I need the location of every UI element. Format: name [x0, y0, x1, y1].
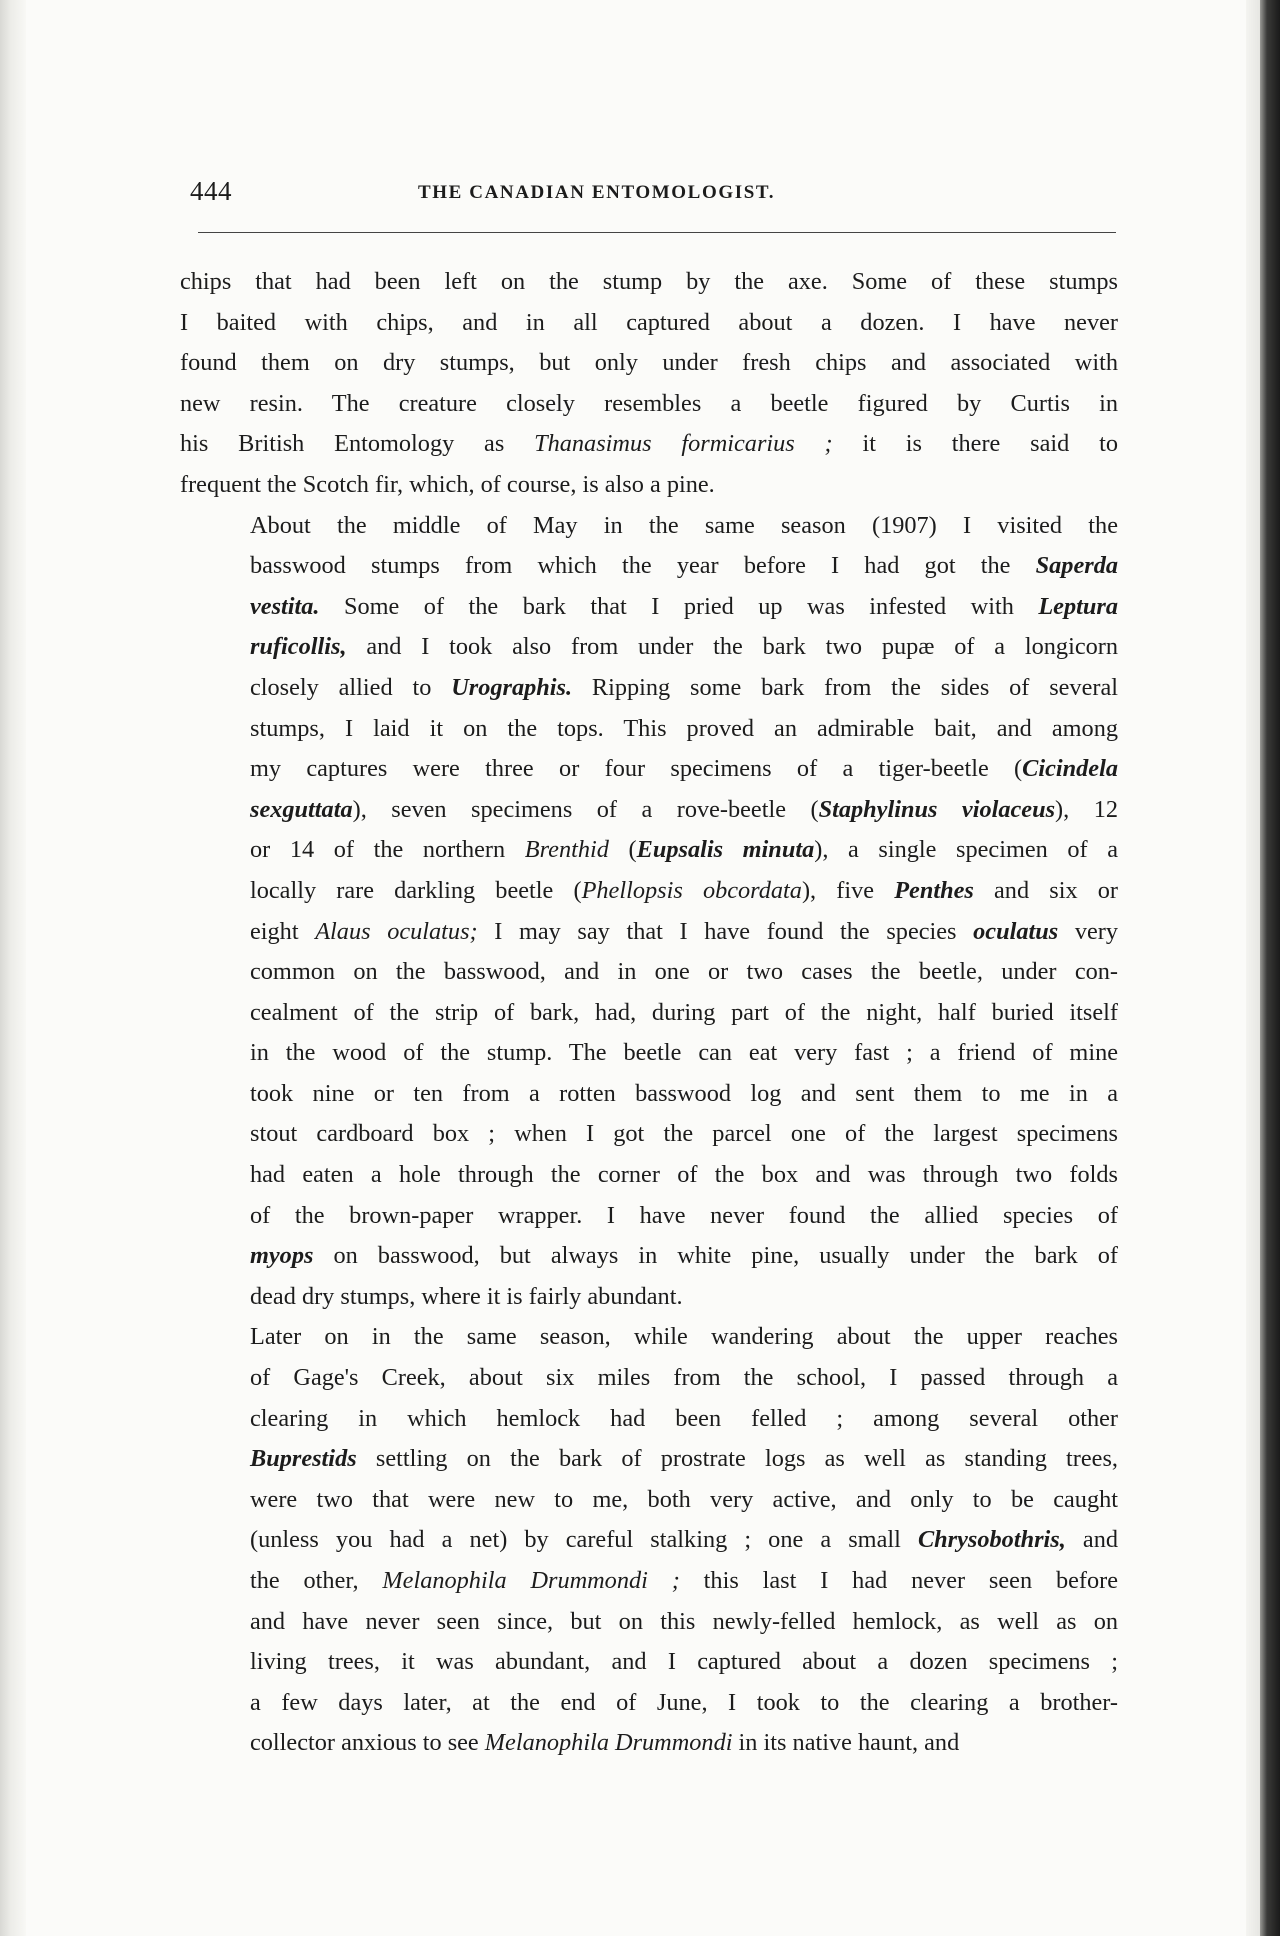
text-run: my captures were three or four specimens of a tiger-beetle (: [250, 755, 1023, 783]
article-body: [180, 262, 1118, 1764]
text-run: it is there said to: [832, 430, 1118, 458]
text-run: chips that had been left on the stump by the axe. Some of these stumps: [180, 268, 1118, 295]
text-line: [180, 1520, 1118, 1561]
text-run: stout cardboard box ; when I got the parcel one of the largest specimens: [250, 1120, 1118, 1148]
species-name: Eupsalis minuta: [636, 836, 815, 864]
text-line: [180, 1439, 1118, 1480]
text-run: stumps, I laid it on the tops. This proved an admirable bait, and among: [250, 714, 1118, 742]
species-name: Urographis.: [451, 673, 573, 701]
text-line: [180, 993, 1118, 1034]
text-line: [180, 912, 1118, 953]
text-run: About the middle of May in the same season (1907) I visited the: [250, 511, 1118, 539]
text-line: [180, 1155, 1118, 1196]
text-run: took nine or ten from a rotten basswood log and sent them to me in a: [250, 1079, 1118, 1107]
text-run: of Gage's Creek, about six miles from the school, I passed through a: [250, 1364, 1118, 1392]
text-line: [180, 1358, 1118, 1399]
text-run: frequent the Scotch fir, which, of course, is also a pine.: [180, 470, 715, 498]
text-run: were two that were new to me, both very active, and only to be caught: [250, 1485, 1118, 1513]
text-run: Some of the bark that I pried up was infested with: [319, 592, 1039, 620]
text-run: settling on the bark of prostrate logs as well as standing trees,: [356, 1445, 1118, 1473]
text-line: [180, 1561, 1118, 1602]
page-gutter-shadow: [0, 0, 26, 1936]
text-run: I may say that I have found the species: [477, 917, 974, 945]
text-run: or 14 of the northern: [250, 836, 525, 864]
text-line: [180, 749, 1118, 790]
text-line: [180, 384, 1118, 425]
species-name: Saperda: [1035, 552, 1118, 580]
text-line: [180, 830, 1118, 871]
text-run: this last I had never seen before: [679, 1567, 1118, 1594]
text-run: living trees, it was abundant, and I captured about a dozen specimens ;: [250, 1648, 1118, 1676]
text-line: [180, 1480, 1118, 1521]
text-run: in the wood of the stump. The beetle can eat very fast ; a friend of mine: [250, 1039, 1118, 1067]
text-line: [180, 303, 1118, 344]
text-line: [180, 1642, 1118, 1683]
text-run: ), seven specimens of a rove-beetle (: [352, 795, 819, 823]
text-line: [180, 627, 1118, 668]
text-run: his British Entomology as: [180, 430, 535, 458]
italic-term: Melanophila Drummondi ;: [382, 1567, 680, 1594]
text-run: had eaten a hole through the corner of the box and was through two folds: [250, 1161, 1118, 1189]
text-run: and six or: [973, 876, 1119, 904]
header-rule: [198, 232, 1116, 233]
italic-term: Melanophila Drummondi: [484, 1729, 733, 1757]
text-line: [180, 1033, 1118, 1074]
species-name: vestita.: [250, 592, 320, 620]
text-run: clearing in which hemlock had been felled ; among several other: [250, 1404, 1118, 1432]
species-name: myops: [250, 1242, 314, 1270]
text-line: [180, 1723, 1118, 1764]
book-spine-edge: [1260, 0, 1280, 1936]
text-line: [180, 424, 1118, 465]
italic-term: Thanasimus formicarius ;: [534, 430, 833, 458]
species-name: Cicindela: [1022, 755, 1118, 783]
italic-term: Brenthid: [524, 836, 609, 864]
text-run: the other,: [250, 1567, 383, 1594]
text-line: [180, 506, 1118, 547]
text-run: ), 12: [1055, 795, 1118, 823]
italic-term: Alaus oculatus;: [315, 917, 478, 945]
paragraph: [180, 1317, 1118, 1764]
text-run: ), five: [801, 876, 895, 904]
text-run: I baited with chips, and in all captured about a dozen. I have never: [180, 308, 1118, 336]
text-run: a few days later, at the end of June, I took to the clearing a brother-: [250, 1688, 1118, 1716]
text-line: [180, 668, 1118, 709]
text-run: eight: [250, 917, 316, 945]
species-name: Buprestids: [250, 1445, 357, 1473]
text-run: and: [1065, 1526, 1119, 1554]
text-run: (unless you had a net) by careful stalking ; one a small: [250, 1526, 918, 1554]
text-line: [180, 871, 1118, 912]
running-head: THE CANADIAN ENTOMOLOGIST.: [418, 182, 776, 203]
text-line: [180, 1683, 1118, 1724]
text-run: locally rare darkling beetle (: [250, 876, 582, 904]
text-run: collector anxious to see: [250, 1729, 485, 1757]
text-run: Ripping some bark from the sides of several: [572, 673, 1118, 701]
text-line: [180, 262, 1118, 303]
text-run: new resin. The creature closely resembles a beetle figured by Curtis in: [180, 389, 1118, 417]
species-name: Penthes: [894, 876, 974, 904]
text-run: and I took also from under the bark two pupæ of a longicorn: [346, 633, 1118, 661]
species-name: Leptura: [1038, 592, 1118, 620]
text-line: [180, 1236, 1118, 1277]
text-line: [180, 1399, 1118, 1440]
text-run: (: [608, 836, 637, 864]
text-run: in its native haunt, and: [732, 1729, 960, 1757]
text-run: basswood stumps from which the year before I had got the: [250, 552, 1036, 580]
text-run: dead dry stumps, where it is fairly abundant.: [250, 1282, 683, 1310]
text-run: closely allied to: [250, 673, 452, 701]
text-line: [180, 952, 1118, 993]
paragraph: [180, 262, 1118, 506]
species-name: Chrysobothris,: [917, 1526, 1066, 1554]
text-line: [180, 587, 1118, 628]
page-edge-gap: [1246, 0, 1260, 1936]
text-run: common on the basswood, and in one or two cases the beetle, under con-: [250, 958, 1118, 986]
text-line: [180, 546, 1118, 587]
text-line: [180, 709, 1118, 750]
text-line: [180, 1074, 1118, 1115]
paragraph: [180, 506, 1118, 1318]
text-line: [180, 790, 1118, 831]
text-line: [180, 465, 1118, 506]
text-run: and have never seen since, but on this newly-felled hemlock, as well as on: [250, 1607, 1118, 1635]
text-run: of the brown-paper wrapper. I have never found the allied species of: [250, 1201, 1118, 1229]
text-line: [180, 1114, 1118, 1155]
italic-term: Phellopsis obcordata: [581, 876, 802, 904]
text-run: ), a single specimen of a: [814, 836, 1119, 864]
text-line: [180, 1602, 1118, 1643]
text-run: cealment of the strip of bark, had, during part of the night, half buried itself: [250, 998, 1118, 1026]
text-run: found them on dry stumps, but only under fresh chips and associated with: [180, 349, 1118, 377]
species-name: oculatus: [973, 917, 1059, 945]
text-run: on basswood, but always in white pine, usually under the bark of: [313, 1242, 1118, 1270]
text-line: [180, 1196, 1118, 1237]
species-name: sexguttata: [250, 795, 353, 823]
species-name: ruficollis,: [250, 633, 347, 661]
text-line: [180, 343, 1118, 384]
text-line: [180, 1317, 1118, 1358]
page-number: 444: [190, 176, 232, 206]
page-header: [190, 176, 1116, 216]
text-line: [180, 1277, 1118, 1318]
text-run: very: [1058, 917, 1119, 945]
text-run: Later on in the same season, while wandering about the upper reaches: [250, 1323, 1118, 1351]
species-name: Staphylinus violaceus: [818, 795, 1056, 823]
